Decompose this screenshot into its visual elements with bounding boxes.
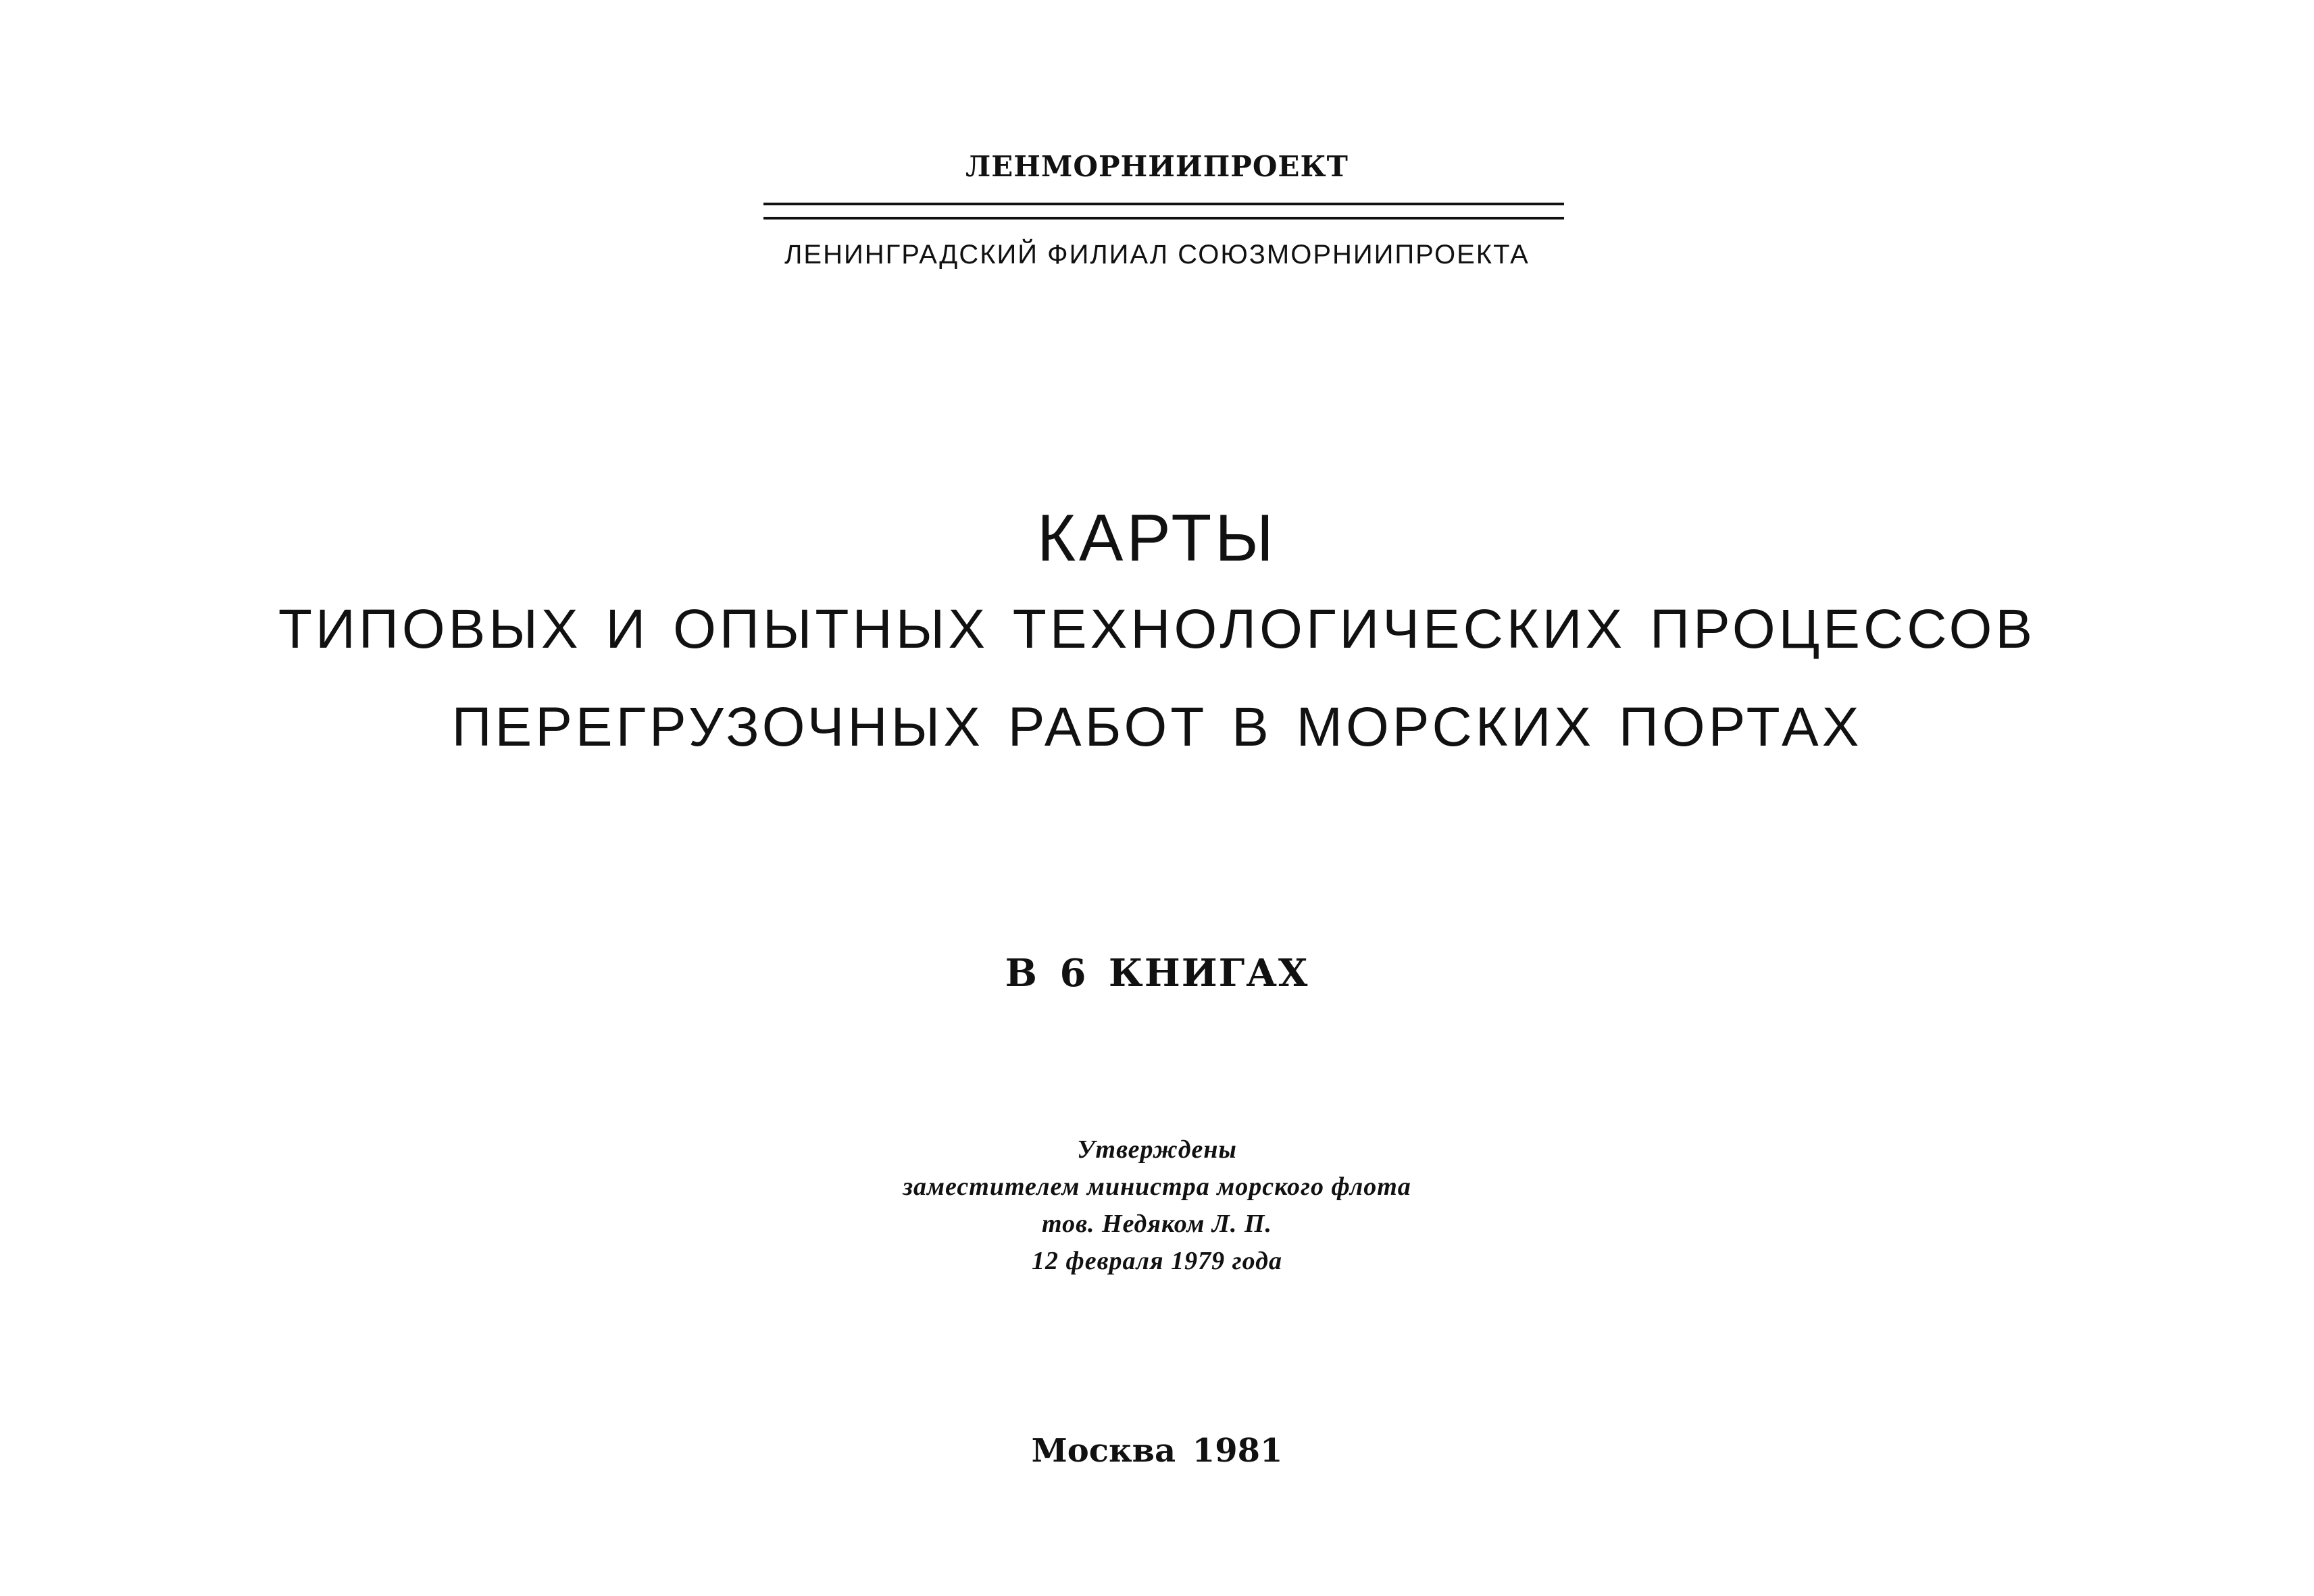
header-rule-top [763, 203, 1564, 205]
organization-name: ЛЕНМОРНИИПРОЕКТ [965, 150, 1349, 183]
document-title: КАРТЫ [1036, 500, 1278, 575]
volumes-count: В 6 КНИГАХ [1005, 951, 1309, 996]
approval-line-4: 12 февраля 1979 года [1032, 1247, 1282, 1275]
imprint: Москва 1981 [1031, 1432, 1283, 1470]
approval-line-2: заместителем министра морского флота [903, 1173, 1411, 1201]
approval-line-1: Утверждены [1077, 1135, 1237, 1164]
document-title-line-2: ПЕРЕГРУЗОЧНЫХ РАБОТ В МОРСКИХ ПОРТАХ [451, 696, 1863, 758]
header-rule-bottom [763, 217, 1564, 220]
organization-subtitle: ЛЕНИНГРАДСКИЙ ФИЛИАЛ СОЮЗМОРНИИПРОЕКТА [784, 240, 1530, 269]
document-title-line-1: ТИПОВЫХ И ОПЫТНЫХ ТЕХНОЛОГИЧЕСКИХ ПРОЦЕССОВ [278, 598, 2036, 660]
approval-line-3: тов. Недяком Л. П. [1042, 1210, 1272, 1238]
